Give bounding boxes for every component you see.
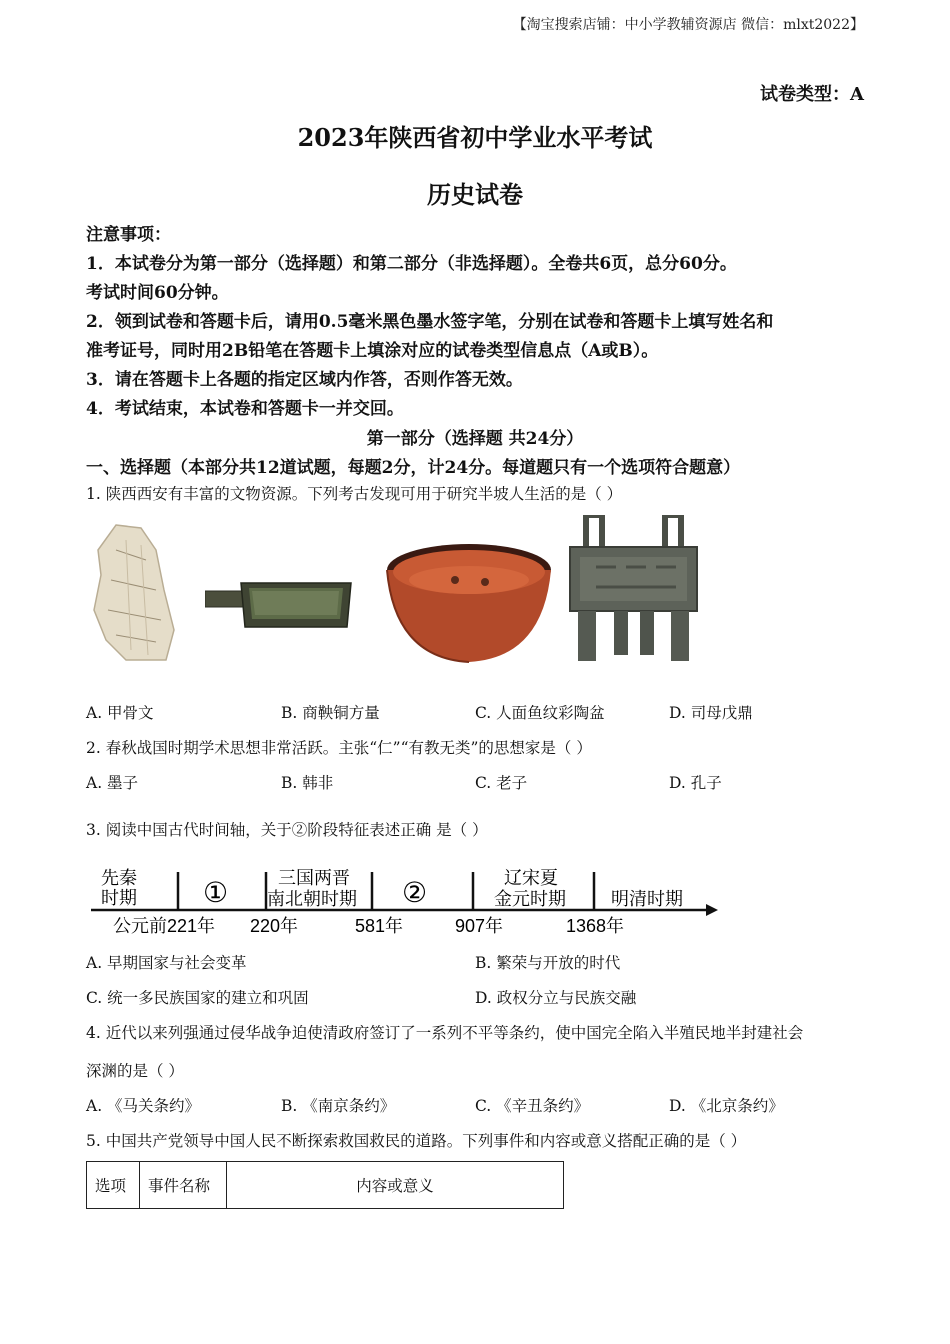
q1-option-a: A. 甲骨文 bbox=[86, 704, 154, 722]
q3-option-a: A. 早期国家与社会变革 bbox=[86, 954, 247, 972]
notice-line: 考试时间60分钟。 bbox=[86, 283, 229, 303]
timeline-label: 明清时期 bbox=[611, 889, 683, 909]
table-header-content: 内容或意义 bbox=[227, 1162, 564, 1209]
q2-option-d: D. 孔子 bbox=[669, 774, 722, 792]
q2-option-c: C. 老子 bbox=[475, 774, 528, 792]
table-row bbox=[87, 1162, 564, 1209]
bronze-measure-image bbox=[205, 575, 353, 633]
notice-line: 准考证号，同时用2B铅笔在答题卡上填涂对应的试卷类型信息点（A或B）。 bbox=[86, 341, 659, 361]
notice-line: 1．本试卷分为第一部分（选择题）和第二部分（非选择题）。全卷共6页，总分60分。 bbox=[86, 254, 737, 274]
question-1-stem: 1. 陕西西安有丰富的文物资源。下列考古发现可用于研究半坡人生活的是（ ） bbox=[86, 485, 623, 503]
timeline-label: 先秦 bbox=[101, 868, 137, 888]
exam-subtitle: 历史试卷 bbox=[427, 180, 523, 209]
notice-line: 4．考试结束，本试卷和答题卡一并交回。 bbox=[86, 399, 404, 419]
part1-title: 第一部分（选择题 共24分） bbox=[366, 429, 584, 449]
q1-option-d: D. 司母戊鼎 bbox=[669, 704, 753, 722]
q3-option-d: D. 政权分立与民族交融 bbox=[475, 989, 637, 1007]
question-2-stem: 2. 春秋战国时期学术思想非常活跃。主张“仁”“有教无类”的思想家是（ ） bbox=[86, 739, 592, 757]
paper-type: 试卷类型：A bbox=[760, 84, 864, 105]
q1-option-b: B. 商鞅铜方量 bbox=[281, 704, 380, 722]
question-4-stem-cont: 深渊的是（ ） bbox=[86, 1062, 184, 1080]
oracle-bone-image bbox=[86, 520, 181, 665]
q4-option-c: C. 《辛丑条约》 bbox=[475, 1097, 590, 1115]
timeline-date: 907年 bbox=[455, 916, 504, 936]
timeline-label: 三国两晋 bbox=[278, 868, 350, 888]
painted-pottery-basin-image bbox=[385, 540, 553, 665]
simuwu-ding-image bbox=[566, 515, 701, 665]
timeline-label: 南北朝时期 bbox=[267, 889, 357, 909]
q3-option-c: C. 统一多民族国家的建立和巩固 bbox=[86, 989, 309, 1007]
question-5-stem: 5. 中国共产党领导中国人民不断探索救国救民的道路。下列事件和内容或意义搭配正确的是（ ） bbox=[86, 1132, 747, 1150]
table-header-event: 事件名称 bbox=[140, 1162, 227, 1209]
timeline-label: ② bbox=[402, 877, 428, 908]
timeline-date: 220年 bbox=[250, 916, 299, 936]
q2-option-b: B. 韩非 bbox=[281, 774, 334, 792]
q4-option-a: A. 《马关条约》 bbox=[86, 1097, 201, 1115]
timeline-date: 公元前221年 bbox=[113, 916, 216, 936]
q4-option-b: B. 《南京条约》 bbox=[281, 1097, 396, 1115]
question-4-stem: 4. 近代以来列强通过侵华战争迫使清政府签订了一系列不平等条约，使中国完全陷入半殖民地半封建社会 bbox=[86, 1024, 804, 1042]
timeline-arrow bbox=[706, 904, 718, 916]
timeline-label: 时期 bbox=[101, 888, 137, 908]
q3-option-b: B. 繁荣与开放的时代 bbox=[475, 954, 621, 972]
timeline-figure bbox=[86, 862, 726, 940]
notice-heading: 注意事项： bbox=[86, 225, 171, 245]
header-note: 【淘宝搜索店铺：中小学教辅资源店 微信：mlxt2022】 bbox=[512, 17, 864, 33]
timeline-label: 辽宋夏 bbox=[504, 868, 558, 888]
notice-line: 2．领到试卷和答题卡后，请用0.5毫米黑色墨水签字笔，分别在试卷和答题卡上填写姓名和 bbox=[86, 312, 774, 332]
timeline-label: ① bbox=[203, 877, 229, 908]
q4-option-d: D. 《北京条约》 bbox=[669, 1097, 784, 1115]
q2-option-a: A. 墨子 bbox=[86, 774, 139, 792]
q1-option-c: C. 人面鱼纹彩陶盆 bbox=[475, 704, 605, 722]
timeline-date: 1368年 bbox=[566, 916, 625, 936]
timeline-date: 581年 bbox=[355, 916, 404, 936]
question-3-stem: 3. 阅读中国古代时间轴，关于②阶段特征表述正确 是（ ） bbox=[86, 821, 488, 839]
table-header-option: 选项 bbox=[87, 1162, 140, 1209]
exam-title: 2023年陕西省初中学业水平考试 bbox=[297, 123, 653, 152]
section1-title: 一、选择题（本部分共12道试题，每题2分，计24分。每道题只有一个选项符合题意） bbox=[86, 458, 741, 478]
notice-line: 3．请在答题卡上各题的指定区域内作答，否则作答无效。 bbox=[86, 370, 523, 390]
q5-table bbox=[86, 1161, 564, 1209]
timeline-label: 金元时期 bbox=[494, 889, 566, 909]
